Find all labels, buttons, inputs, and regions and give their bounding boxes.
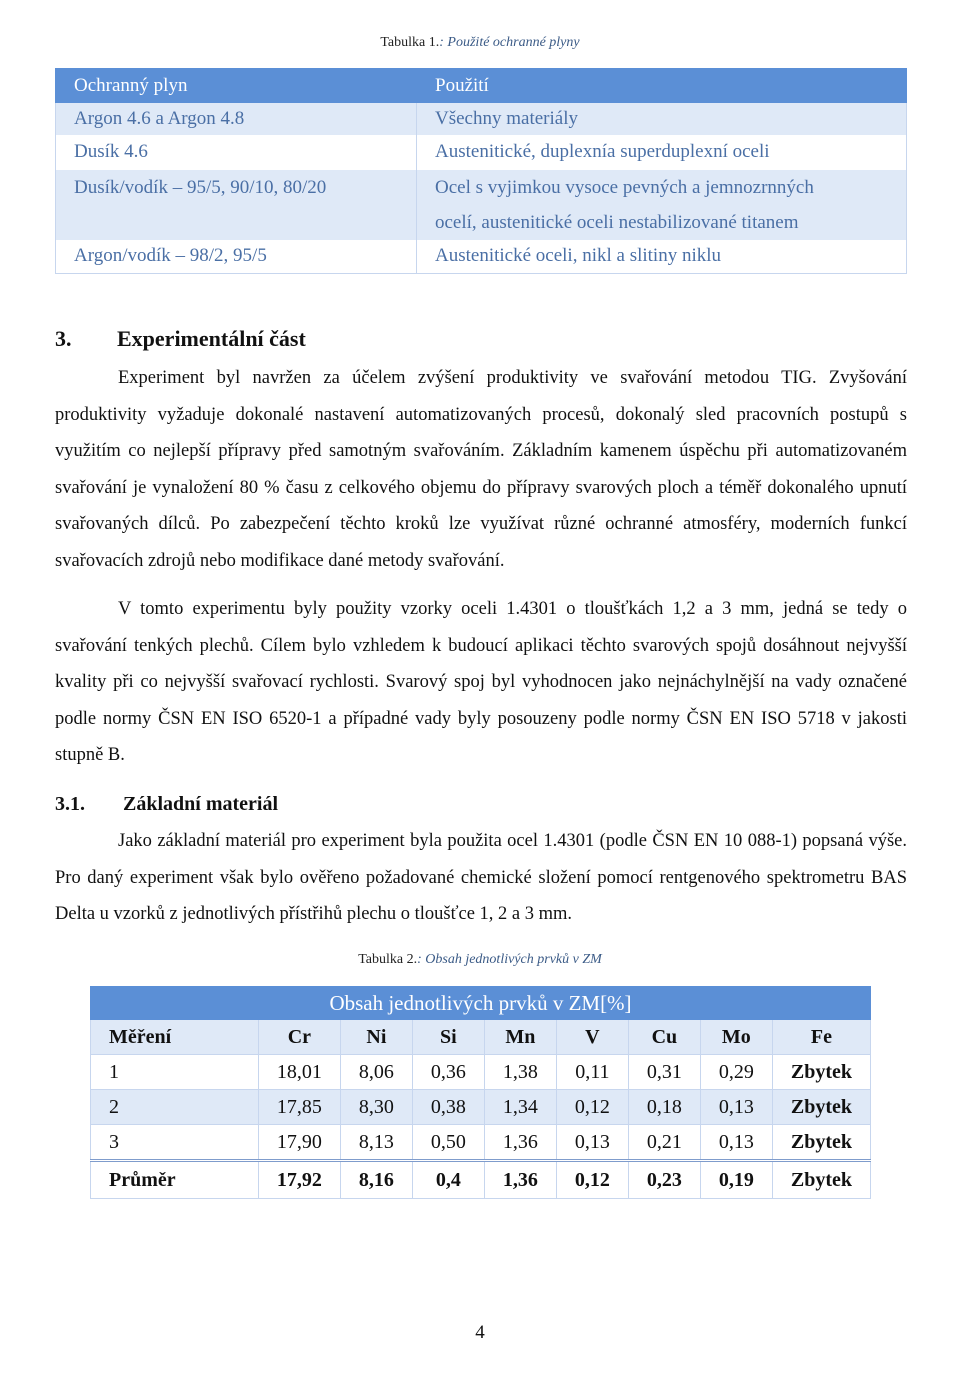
value-cell: 0,13 [556,1125,628,1161]
average-row [91,1161,871,1199]
value-cell: 0,11 [556,1055,628,1090]
value-cell: 17,90 [258,1125,340,1161]
table1-caption [0,35,960,51]
protective-gases-table [55,68,907,274]
value-cell: 0,36 [412,1055,484,1090]
value-cell: 0,38 [412,1090,484,1125]
average-cell: 0,19 [700,1161,772,1199]
section-3-paragraph-2 [55,591,907,774]
fe-cell: Zbytek [772,1090,870,1125]
fe-cell: Zbytek [772,1125,870,1161]
measurement-cell: 3 [91,1125,259,1161]
table-row [56,135,907,170]
usage-cell: Austenitické oceli, nikl a slitiny niklu [417,240,907,274]
column-header-usage: Použití [417,69,907,103]
average-cell: 0,23 [628,1161,700,1199]
table-row [56,103,907,135]
gas-cell: Argon 4.6 a Argon 4.8 [56,103,417,135]
column-header-v: V [556,1020,628,1055]
fe-cell: Zbytek [772,1055,870,1090]
column-header-mo: Mo [700,1020,772,1055]
column-header-fe: Fe [772,1020,870,1055]
value-cell: 8,13 [340,1125,412,1161]
value-cell: 0,29 [700,1055,772,1090]
usage-cell: ocelí, austenitické oceli nestabilizované titanem [417,206,907,240]
section-3-number: 3. [55,326,72,351]
table1-caption-title: : Použité ochranné plyny [439,35,580,50]
section-3-title: Experimentální část [117,326,306,351]
table-row [56,206,907,240]
column-header-ni: Ni [340,1020,412,1055]
average-label: Průměr [91,1161,259,1199]
table-title: Obsah jednotlivých prvků v ZM[%] [91,987,871,1020]
usage-cell: Ocel s vyjimkou vysoce pevných a jemnozrnných [417,170,907,206]
measurement-cell: 2 [91,1090,259,1125]
section-3-1-paragraph-text: Jako základní materiál pro experiment byla použita ocel 1.4301 (podle ČSN EN 10 088-1) popsaná výše. Pro daný experiment však bylo ověřeno požadované chemické složení pomocí rentgenového spektrometru BAS Delta u vzorků z jednotlivých přístřihů plechu o tloušťce 1, 2 a 3 mm. [55,831,907,924]
page-number: 4 [475,1322,485,1343]
value-cell: 18,01 [258,1055,340,1090]
column-header-mn: Mn [484,1020,556,1055]
table-row [56,170,907,206]
value-cell: 0,31 [628,1055,700,1090]
table-header-row [56,69,907,103]
column-header-measurement: Měření [91,1020,259,1055]
value-cell: 0,18 [628,1090,700,1125]
value-cell: 0,13 [700,1090,772,1125]
table-row [91,1055,871,1090]
table2-caption-title: : Obsah jednotlivých prvků v ZM [417,952,602,967]
column-header-si: Si [412,1020,484,1055]
element-content-table [90,986,871,1199]
section-3-1-number: 3.1. [55,793,85,815]
average-cell: 0,4 [412,1161,484,1199]
value-cell: 1,36 [484,1125,556,1161]
table-header-row [91,1020,871,1055]
section-3-paragraph-2-text: V tomto experimentu byly použity vzorky oceli 1.4301 o tloušťkách 1,2 a 3 mm, jedná se tedy o svařování tenkých plechů. Cílem bylo vzhledem k budoucí aplikaci těchto svarových spojů dosáhnout nejvyšší kvality při co nejvyšší svařovací rychlosti. Svarový spoj byl vyhodnocen jako nejnáchylnější na vady označené podle normy ČSN EN ISO 6520-1 a případné vady byly posouzeny podle normy ČSN EN ISO 5718 v jakosti stupně B. [55,599,907,765]
section-3-paragraph-1-text: Experiment byl navržen za účelem zvýšení produktivity ve svařování metodou TIG. Zvyšování produktivity vyžaduje dokonalé nastavení automatizovaných procesů, dokonalý sled pracovních postupů s využitím co nejlepší přípravy před samotným svařováním. Základním kamenem úspěchu při automatizovaném svařování je vynaložení 80 % času z celkového objemu do přípravy svarových ploch a téměř dokonalého upnutí svařovaných dílců. Po zabezpečení těchto kroků lze využívat různé ochranné atmosféry, moderních funkcí svařovacích zdrojů nebo modifikace dané metody svařování. [55,368,907,571]
average-cell: 1,36 [484,1161,556,1199]
table-row [91,1090,871,1125]
gas-cell: Dusík/vodík – 95/5, 90/10, 80/20 [56,170,417,206]
column-header-cu: Cu [628,1020,700,1055]
average-cell: 17,92 [258,1161,340,1199]
column-header-cr: Cr [258,1020,340,1055]
column-header-gas: Ochranný plyn [56,69,417,103]
average-cell: 0,12 [556,1161,628,1199]
usage-cell: Všechny materiály [417,103,907,135]
usage-cell: Austenitické, duplexnía superduplexní oceli [417,135,907,170]
section-3-1-paragraph [55,823,907,933]
value-cell: 0,12 [556,1090,628,1125]
measurement-cell: 1 [91,1055,259,1090]
table1-caption-prefix: Tabulka 1. [380,35,440,50]
section-3-1-title: Základní materiál [123,793,279,815]
section-3-paragraph-1 [55,360,907,579]
value-cell: 0,21 [628,1125,700,1161]
value-cell: 0,50 [412,1125,484,1161]
gas-cell: Argon/vodík – 98/2, 95/5 [56,240,417,274]
gas-cell [56,206,417,240]
value-cell: 8,06 [340,1055,412,1090]
table2-caption [0,952,960,968]
average-cell: 8,16 [340,1161,412,1199]
value-cell: 0,13 [700,1125,772,1161]
table-title-row [91,987,871,1020]
table2-caption-prefix: Tabulka 2. [358,952,418,967]
value-cell: 8,30 [340,1090,412,1125]
value-cell: 1,38 [484,1055,556,1090]
value-cell: 17,85 [258,1090,340,1125]
table-row [91,1125,871,1161]
average-fe-cell: Zbytek [772,1161,870,1199]
table-row [56,240,907,274]
gas-cell: Dusík 4.6 [56,135,417,170]
value-cell: 1,34 [484,1090,556,1125]
